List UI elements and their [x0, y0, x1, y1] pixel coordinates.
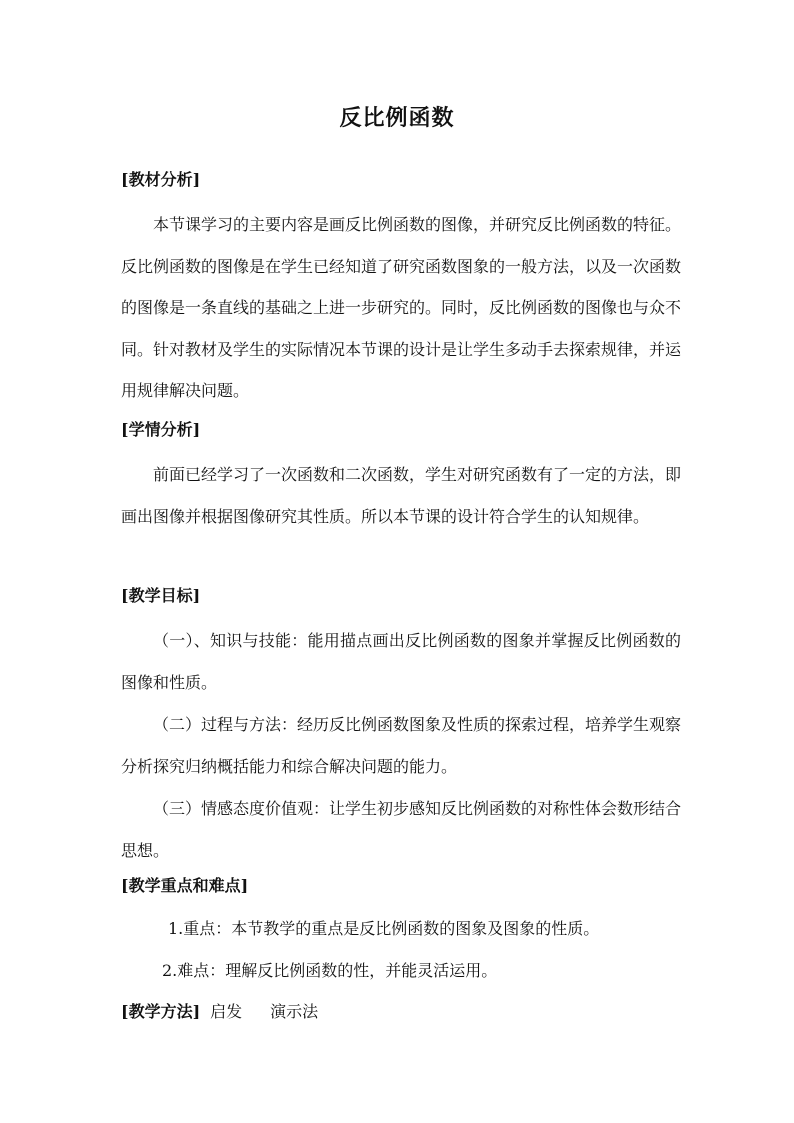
document-title: 反比例函数 — [339, 105, 455, 131]
key-point-item-1: 1.重点：本节教学的重点是反比例函数的图象及图象的性质。 — [168, 919, 600, 938]
heading-objectives: [教学目标] — [121, 586, 201, 605]
method-value-1: 启发 — [210, 1002, 243, 1021]
paragraph-learner-analysis: 前面已经学习了一次函数和二次函数，学生对研究函数有了一定的方法，即画出图像并根据图像研究其性质。所以本节课的设计符合学生的认知规律。 — [121, 465, 682, 526]
heading-material-analysis: [教材分析] — [121, 170, 201, 189]
objective-item-2: （二）过程与方法：经历反比例函数图象及性质的探索过程，培养学生观察分析探究归纳概括能力和综合解决问题的能力。 — [121, 715, 682, 776]
method-value-2: 演示法 — [270, 1002, 319, 1021]
heading-key-points: [教学重点和难点] — [121, 876, 249, 895]
heading-methods: [教学方法] — [121, 1002, 201, 1021]
objective-item-1: （一）、知识与技能：能用描点画出反比例函数的图象并掌握反比例函数的图像和性质。 — [121, 631, 681, 692]
teaching-method-line — [121, 1000, 318, 1024]
key-point-item-2: 2.难点：理解反比例函数的性，并能灵活运用。 — [162, 961, 498, 980]
heading-learner-analysis: [学情分析] — [121, 420, 201, 439]
objective-item-3: （三）情感态度价值观：让学生初步感知反比例函数的对称性体会数形结合思想。 — [121, 799, 682, 860]
paragraph-material-analysis: 本节课学习的主要内容是画反比例函数的图像，并研究反比例函数的特征。反比例函数的图像是在学生已经知道了研究函数图象的一般方法，以及一次函数的图像是一条直线的基础之上进一步研究的。同时，反比例函数的图像也与众不同。针对教材及学生的实际情况本节课的设计是让学生多动手去探索规律，并运用规律解决问题。 — [121, 215, 682, 400]
